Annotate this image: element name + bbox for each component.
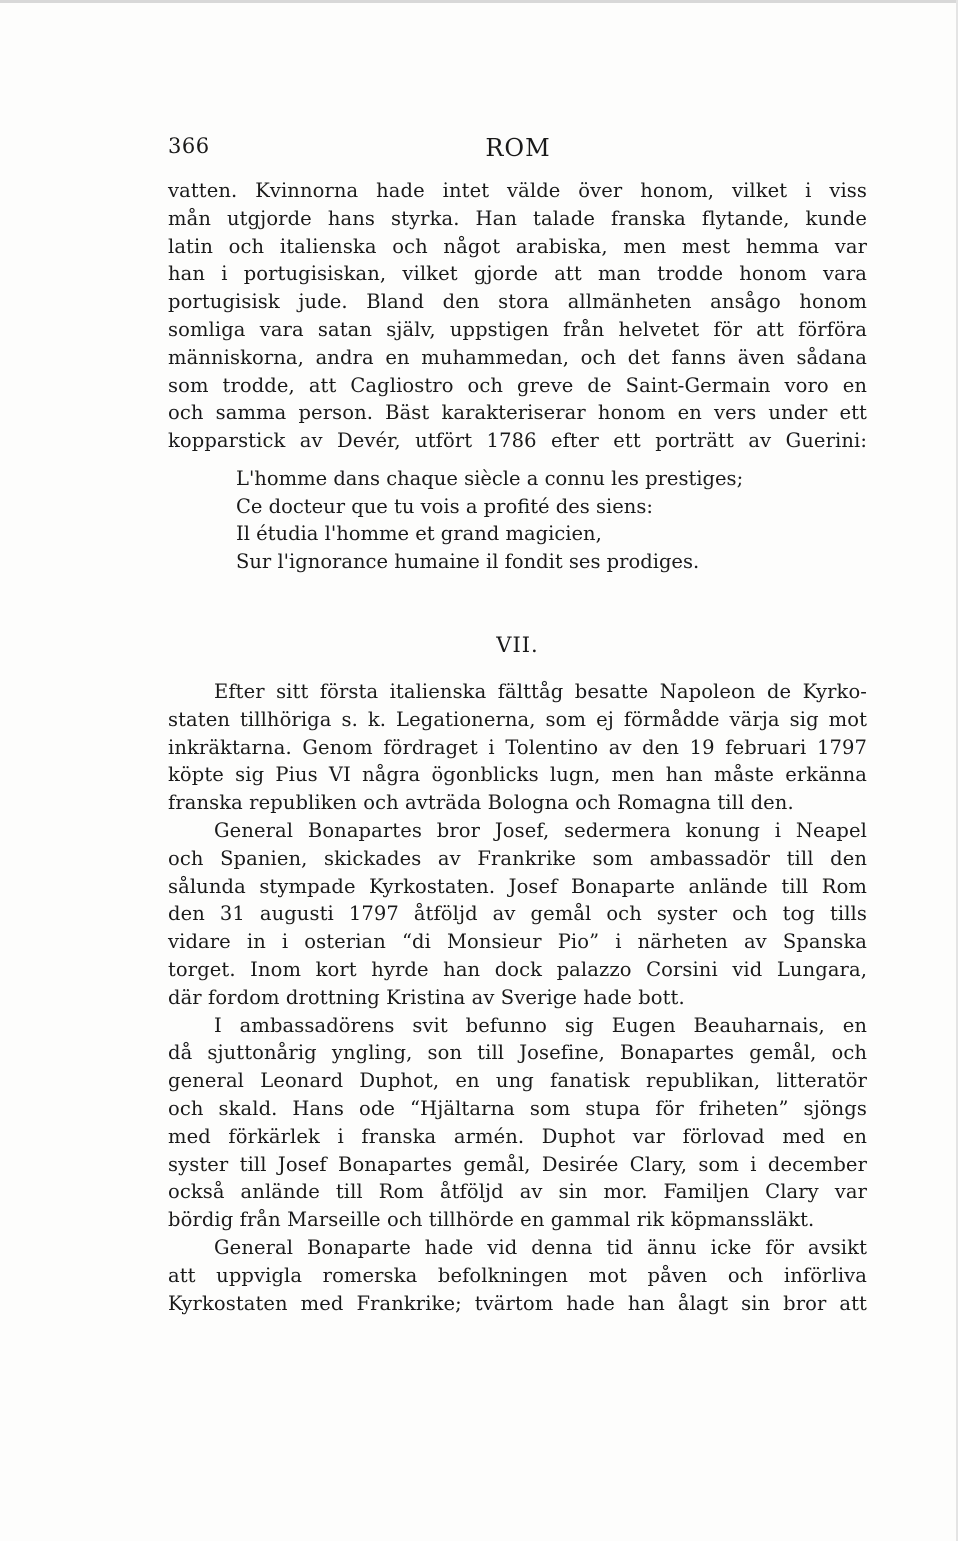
verse-line: Ce docteur que tu vois a profité des siens:	[236, 494, 653, 518]
text-line: franska republiken och avträda Bologna och Romagna till den.	[168, 791, 794, 815]
text-line: somliga vara satan själv, uppstigen från helvetet för att förföra	[168, 317, 867, 341]
text-line: portugisisk jude. Bland den stora allmänheten ansågo honom	[168, 290, 867, 314]
verse-line: Il étudia l'homme et grand magicien,	[236, 522, 602, 545]
text-line: där fordom drottning Kristina av Sverige hade bott.	[168, 985, 685, 1009]
text-line: han i portugisiskan, vilket gjorde att man trodde honom vara	[168, 262, 867, 286]
text-line: och skald. Hans ode “Hjältarna som stupa för friheten” sjöngs	[168, 1096, 867, 1120]
text-line: Efter sitt första italienska fälttåg besatte Napoleon de Kyrko-	[214, 680, 867, 703]
text-line: då sjuttonårig yngling, son till Josefine, Bonapartes gemål, och	[168, 1041, 867, 1065]
text-line: torget. Inom kort hyrde han dock palazzo Corsini vid Lungara,	[168, 957, 867, 981]
page-header	[168, 134, 868, 168]
section-heading: VII.	[496, 633, 539, 657]
text-line: den 31 augusti 1797 åtföljd av gemål och syster och tog tills	[168, 902, 867, 926]
text-line: sålunda stympade Kyrkostaten. Josef Bonaparte anlände till Rom	[168, 874, 867, 898]
text-line: general Leonard Duphot, en ung fanatisk republikan, litteratör	[168, 1069, 867, 1093]
text-line: vidare in i osterian “di Monsieur Pio” i närheten av Spanska	[168, 930, 867, 954]
text-line: också anlände till Rom åtföljd av sin mor. Familjen Clary var	[168, 1180, 867, 1204]
text-line: staten tillhöriga s. k. Legationerna, som ej förmådde värja sig mot	[168, 707, 867, 731]
text-line: som trodde, att Cagliostro och greve de Saint-Germain voro en	[168, 373, 867, 397]
text-line: människorna, andra en muhammedan, och det fanns även sådana	[168, 345, 867, 369]
verse-quotation	[236, 465, 836, 575]
text-line: och Spanien, skickades av Frankrike som ambassadör till den	[168, 846, 867, 870]
text-line: med förkärlek i franska armén. Duphot var förlovad med en	[168, 1124, 867, 1148]
text-line: inkräktarna. Genom fördraget i Tolentino av den 19 februari 1797	[168, 735, 867, 759]
verse-line: L'homme dans chaque siècle a connu les prestiges;	[236, 467, 744, 490]
text-line: syster till Josef Bonapartes gemål, Desirée Clary, som i december	[168, 1152, 867, 1176]
text-line: latin och italienska och något arabiska, men mest hemma var	[168, 234, 867, 258]
text-line: köpte sig Pius VI några ögonblicks lugn, men han måste erkänna	[168, 763, 867, 787]
text-line: kopparstick av Devér, utfört 1786 efter ett porträtt av Guerini:	[168, 429, 867, 453]
running-head: ROM	[485, 134, 551, 162]
text-line: vatten. Kvinnorna hade intet välde över honom, vilket i viss	[168, 179, 867, 202]
text-line: att uppvigla romerska befolkningen mot påven och införliva	[168, 1263, 867, 1287]
text-line: och samma person. Bäst karakteriserar honom en vers under ett	[168, 401, 867, 425]
page-number: 366	[168, 134, 210, 158]
text-line: bördig från Marseille och tillhörde en gammal rik köpmanssläkt.	[168, 1208, 815, 1232]
text-line: General Bonaparte hade vid denna tid ännu icke för avsikt	[214, 1235, 867, 1259]
text-line: mån utgjorde hans styrka. Han talade franska flytande, kunde	[168, 206, 867, 230]
section-body	[168, 678, 867, 1317]
paragraph-continued	[168, 177, 867, 455]
text-line: General Bonapartes bror Josef, sedermera konung i Neapel	[214, 818, 867, 842]
verse-line: Sur l'ignorance humaine il fondit ses prodiges.	[236, 549, 700, 573]
scan-top-edge	[0, 0, 958, 3]
text-line: Kyrkostaten med Frankrike; tvärtom hade han ålagt sin bror att	[168, 1291, 867, 1315]
text-line: I ambassadörens svit befunno sig Eugen Beauharnais, en	[214, 1013, 867, 1037]
